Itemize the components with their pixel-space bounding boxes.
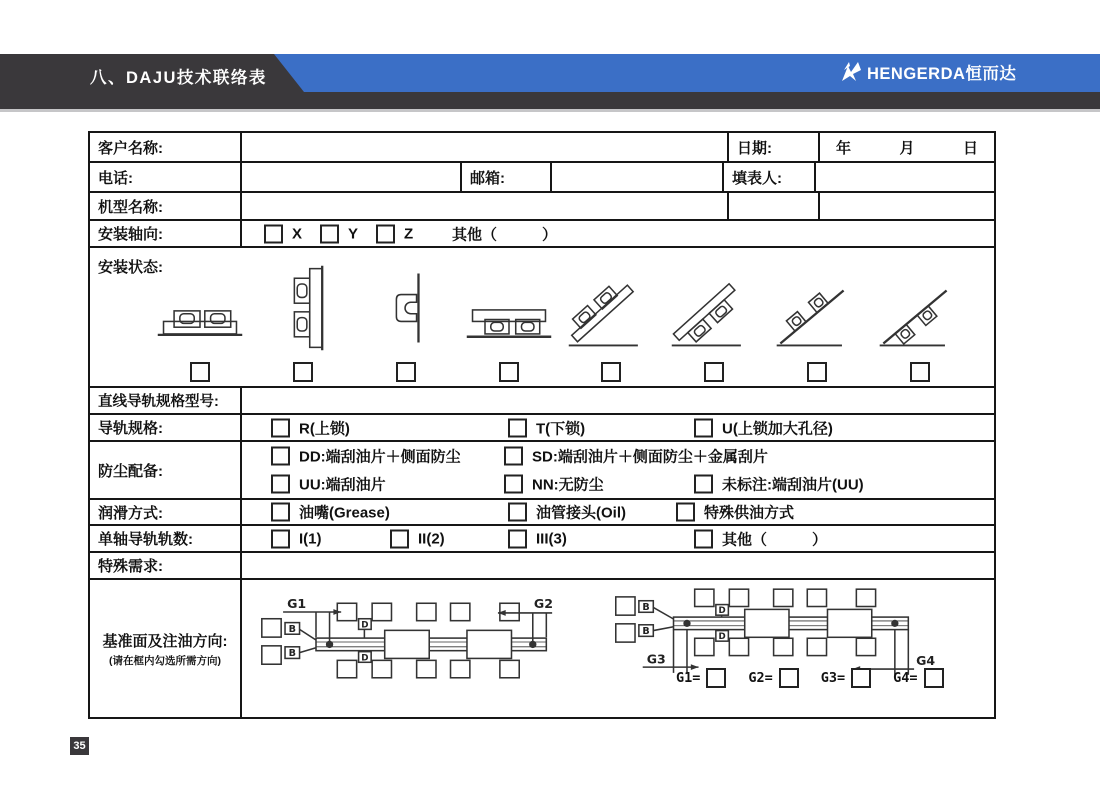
lube-label: 润滑方式: xyxy=(98,504,163,522)
datum-b-label: B xyxy=(642,625,650,637)
checkbox[interactable] xyxy=(337,660,356,677)
g3-eq-label: G3= xyxy=(820,670,846,686)
checkbox[interactable] xyxy=(262,646,281,664)
axis-x-label: X xyxy=(292,225,303,242)
g-values-row xyxy=(676,668,944,688)
machine-name-input[interactable] xyxy=(242,193,729,219)
row-lube xyxy=(90,500,994,526)
checkbox[interactable] xyxy=(417,660,436,677)
axis-x-checkbox[interactable] xyxy=(264,224,283,243)
lube-oil-checkbox[interactable] xyxy=(508,503,527,522)
dust-dd-label: DD:端刮油片＋侧面防尘 xyxy=(299,448,461,466)
date-unit-month: 月 xyxy=(899,139,915,157)
checkbox[interactable] xyxy=(774,589,793,606)
lube-grease-checkbox[interactable] xyxy=(271,503,290,522)
checkbox[interactable] xyxy=(616,597,635,615)
mount-incline-clip-bottom xyxy=(872,262,968,382)
checkbox[interactable] xyxy=(729,589,748,606)
mount-incline-bottom-icon xyxy=(666,262,762,354)
datum-d-label: D xyxy=(718,632,726,643)
checkbox[interactable] xyxy=(451,660,470,677)
datum-d-label: D xyxy=(361,620,369,631)
rail-spec-r-label: R(上锁) xyxy=(299,420,350,437)
g4-dim-label: G4 xyxy=(916,653,936,669)
g1-value-checkbox[interactable] xyxy=(706,668,726,688)
count-3-label: III(3) xyxy=(536,530,567,547)
mount-incline-clip-top-icon xyxy=(769,262,865,354)
filler-label: 填表人: xyxy=(732,169,782,187)
email-label: 邮箱: xyxy=(470,169,505,187)
filler-input[interactable] xyxy=(816,163,994,191)
mount-incline-clip-bottom-checkbox[interactable] xyxy=(910,362,930,382)
datum-d-label: D xyxy=(718,606,726,617)
row-special xyxy=(90,553,994,580)
lube-special-checkbox[interactable] xyxy=(676,503,695,522)
row-machine xyxy=(90,193,994,221)
checkbox[interactable] xyxy=(856,589,875,606)
g3-dim-label: G3 xyxy=(646,651,666,667)
mount-wall xyxy=(255,262,351,382)
count-other-label: 其他（ ） xyxy=(722,531,828,548)
mount-incline-clip-top xyxy=(769,262,865,382)
dust-unmarked-checkbox[interactable] xyxy=(694,475,713,494)
checkbox[interactable] xyxy=(262,619,281,637)
checkbox[interactable] xyxy=(372,660,391,677)
checkbox[interactable] xyxy=(417,603,436,620)
technical-contact-form xyxy=(88,131,996,719)
rail-count-label: 单轴导轨轨数: xyxy=(98,531,193,548)
lube-oil-label: 油管接头(Oil) xyxy=(536,504,626,522)
rail-spec-t-label: T(下锁) xyxy=(536,420,586,437)
g2-eq-label: G2= xyxy=(748,670,773,686)
dust-unmarked-label: 未标注:端刮油片(UU) xyxy=(722,476,864,494)
rail-spec-label: 导轨规格: xyxy=(98,420,163,437)
lube-special-label: 特殊供油方式 xyxy=(704,504,795,522)
mount-flat-top-checkbox[interactable] xyxy=(190,362,210,382)
datum-note: (请在框内勾选所需方向) xyxy=(109,654,221,667)
mount-incline-top xyxy=(563,262,659,382)
axis-z-checkbox[interactable] xyxy=(376,224,395,243)
mount-state-label: 安装状态: xyxy=(98,259,163,276)
datum-drawing-left xyxy=(256,596,556,686)
checkbox[interactable] xyxy=(807,589,826,606)
bird-icon xyxy=(840,60,864,84)
checkbox[interactable] xyxy=(695,638,714,655)
checkbox[interactable] xyxy=(774,638,793,655)
g3-value-checkbox[interactable] xyxy=(851,668,871,688)
mount-options xyxy=(152,262,968,382)
special-needs-input[interactable] xyxy=(242,553,994,578)
count-3-checkbox[interactable] xyxy=(508,529,527,548)
date-unit-day: 日 xyxy=(962,139,978,157)
dust-label: 防尘配备: xyxy=(98,462,163,480)
special-needs-label: 特殊需求: xyxy=(98,558,163,575)
phone-label: 电话: xyxy=(98,169,133,187)
g2-value-checkbox[interactable] xyxy=(779,668,799,688)
rail-spec-u-label: U(上锁加大孔径) xyxy=(722,420,833,437)
checkbox[interactable] xyxy=(695,589,714,606)
checkbox[interactable] xyxy=(500,660,519,677)
mount-wall-checkbox[interactable] xyxy=(293,362,313,382)
datum-b-label: B xyxy=(288,648,296,659)
rail-spec-u-checkbox[interactable] xyxy=(694,418,713,437)
datum-label: 基准面及注油方向: xyxy=(102,632,228,650)
checkbox[interactable] xyxy=(451,603,470,620)
axis-z-label: Z xyxy=(404,225,414,242)
dust-sd-label: SD:端刮油片＋侧面防尘＋金属刮片 xyxy=(532,448,768,466)
email-input[interactable] xyxy=(552,163,724,191)
page-title: 八、DAJU技术联络表 xyxy=(90,69,267,87)
mount-wall-icon xyxy=(255,262,351,354)
lube-grease-label: 油嘴(Grease) xyxy=(299,504,390,522)
mount-incline-bottom xyxy=(666,262,762,382)
row-datum xyxy=(90,580,994,717)
count-other-checkbox[interactable] xyxy=(694,529,713,548)
rail-spec-t-checkbox[interactable] xyxy=(508,418,527,437)
mount-side-clip xyxy=(358,262,454,382)
checkbox[interactable] xyxy=(856,638,875,655)
axis-other-label: 其他（ ） xyxy=(452,226,558,243)
dust-uu-checkbox[interactable] xyxy=(271,475,290,494)
count-1-checkbox[interactable] xyxy=(271,529,290,548)
brand-logo xyxy=(840,60,1016,84)
mount-flat-bottom-checkbox[interactable] xyxy=(499,362,519,382)
datum-d-label: D xyxy=(361,653,369,664)
mount-incline-top-checkbox[interactable] xyxy=(601,362,621,382)
machine-name-label: 机型名称: xyxy=(98,198,163,216)
row-phone xyxy=(90,163,994,193)
mount-incline-clip-bottom-icon xyxy=(872,262,968,354)
dust-nn-checkbox[interactable] xyxy=(504,475,523,494)
mount-incline-clip-top-checkbox[interactable] xyxy=(807,362,827,382)
dust-uu-label: UU:端刮油片 xyxy=(299,476,386,494)
phone-input[interactable] xyxy=(242,163,462,191)
checkbox[interactable] xyxy=(616,624,635,642)
g4-eq-label: G4= xyxy=(893,670,918,686)
datum-b-label: B xyxy=(642,601,650,613)
g1-eq-label: G1= xyxy=(676,670,701,686)
customer-name-label: 客户名称: xyxy=(98,139,163,157)
axis-label: 安装轴向: xyxy=(98,226,163,243)
mount-flat-top xyxy=(152,262,248,382)
row-mount-state xyxy=(90,248,994,388)
row-rail-count xyxy=(90,526,994,553)
mount-side-clip-checkbox[interactable] xyxy=(396,362,416,382)
mount-flat-bottom xyxy=(461,262,557,382)
g2-dim-label: G2 xyxy=(533,596,553,612)
axis-y-label: Y xyxy=(348,225,359,242)
datum-b-label: B xyxy=(288,623,296,635)
mount-incline-bottom-checkbox[interactable] xyxy=(704,362,724,382)
rail-model-input[interactable] xyxy=(242,388,994,413)
page-number-badge: 35 xyxy=(70,737,89,755)
mount-flat-top-icon xyxy=(152,262,248,354)
checkbox[interactable] xyxy=(807,638,826,655)
rail-spec-r-checkbox[interactable] xyxy=(271,418,290,437)
g1-dim-label: G1 xyxy=(287,596,307,612)
blank-cell[interactable] xyxy=(820,193,994,219)
date-input[interactable] xyxy=(820,133,994,161)
dust-nn-label: NN:无防尘 xyxy=(532,476,604,494)
mount-side-clip-icon xyxy=(358,262,454,354)
count-1-label: I(1) xyxy=(299,530,322,547)
g4-value-checkbox[interactable] xyxy=(924,668,944,688)
count-2-label: II(2) xyxy=(418,530,445,547)
count-2-checkbox[interactable] xyxy=(390,529,409,548)
row-customer xyxy=(90,133,994,163)
date-label: 日期: xyxy=(737,139,772,157)
row-model xyxy=(90,388,994,415)
rail-model-label: 直线导轨规格型号: xyxy=(98,394,219,410)
row-rail-spec xyxy=(90,415,994,442)
checkbox[interactable] xyxy=(372,603,391,620)
checkbox[interactable] xyxy=(729,638,748,655)
dust-dd-checkbox[interactable] xyxy=(271,447,290,466)
blank-cell[interactable] xyxy=(729,193,820,219)
customer-name-input[interactable] xyxy=(242,133,729,161)
mount-incline-top-icon xyxy=(563,262,659,354)
row-dust xyxy=(90,442,994,500)
axis-y-checkbox[interactable] xyxy=(320,224,339,243)
dust-sd-checkbox[interactable] xyxy=(504,447,523,466)
date-unit-year: 年 xyxy=(836,139,852,157)
row-axis xyxy=(90,221,994,248)
brand-name: HENGERDA恒而达 xyxy=(867,65,1017,83)
mount-flat-bottom-icon xyxy=(461,262,557,354)
